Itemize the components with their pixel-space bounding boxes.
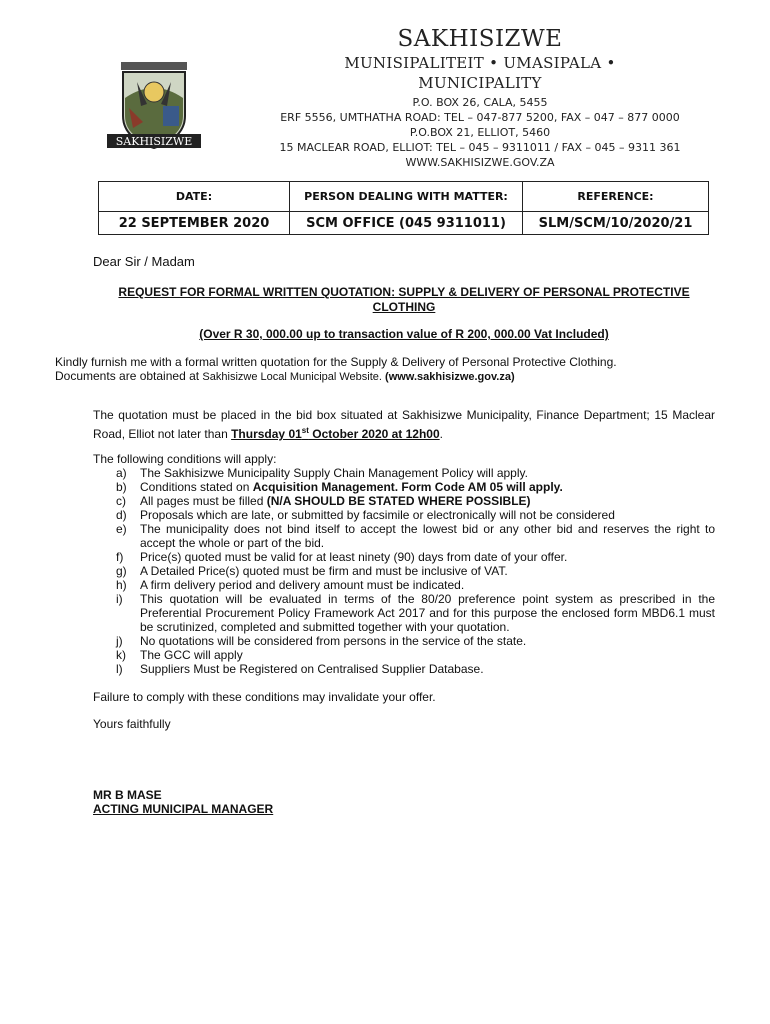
submission-deadline: Thursday 01st October 2020 at 12h00 — [231, 426, 440, 441]
condition-item — [93, 578, 715, 592]
condition-letter: d) — [116, 508, 127, 522]
submission-paragraph: The quotation must be placed in the bid box situated at Sakhisizwe Municipality, Finance Department; 15 Maclear Road, Elliot not later than Thursday 01st October 2020 at 12h00. — [93, 408, 715, 441]
condition-item — [93, 508, 715, 522]
condition-text: The municipality does not bind itself to accept the lowest bid or any other bid and reserves the right to accept the whole or part of the bid. — [140, 522, 715, 550]
intro-line: Documents are obtained at — [55, 369, 203, 383]
condition-item — [93, 648, 715, 662]
submission-text: The quotation must be placed in the bid box situated at Sakhisizwe Municipality, Finance Department; 15 Maclear Road, Elliot not later than — [93, 408, 715, 441]
condition-emphasis: (N/A SHOULD BE STATED WHERE POSSIBLE) — [266, 494, 531, 508]
condition-letter: h) — [116, 578, 127, 592]
condition-text: Suppliers Must be Registered on Centralised Supplier Database. — [140, 662, 484, 676]
condition-letter: c) — [116, 494, 126, 508]
condition-letter: a) — [116, 466, 127, 480]
condition-text: All pages must be filled — [140, 494, 267, 508]
condition-emphasis: Acquisition Management. Form Code AM 05 will apply. — [252, 480, 563, 494]
letter-subject: REQUEST FOR FORMAL WRITTEN QUOTATION: SUPPLY & DELIVERY OF PERSONAL PROTECTIVE CLOTHING — [118, 285, 690, 314]
condition-text: Price(s) quoted must be valid for at least ninety (90) days from date of your offer. — [140, 550, 568, 564]
conditions-title: The following conditions will apply: — [93, 452, 277, 466]
date-value: 22 SEPTEMBER 2020 — [99, 212, 290, 235]
condition-item — [93, 522, 715, 550]
intro-paragraph — [55, 355, 735, 384]
condition-letter: j) — [116, 634, 123, 648]
organisation-name: SAKHISIZWE — [397, 26, 563, 52]
closing-phrase: Yours faithfully — [93, 717, 171, 731]
reference-label: REFERENCE: — [523, 182, 709, 212]
person-dealing-value: SCM OFFICE (045 9311011) — [290, 212, 523, 235]
condition-text: A Detailed Price(s) quoted must be firm and must be inclusive of VAT. — [140, 564, 508, 578]
logo-wordmark: SAKHISIZWE — [115, 135, 193, 148]
condition-text: Proposals which are late, or submitted by facsimile or electronically will not be considered — [140, 508, 615, 522]
condition-letter: l) — [116, 662, 123, 676]
condition-text: The GCC will apply — [140, 648, 243, 662]
intro-website-text: Sakhisizwe Local Municipal Website. — [202, 371, 386, 383]
person-dealing-label: PERSON DEALING WITH MATTER: — [290, 182, 523, 212]
condition-item — [93, 480, 715, 494]
condition-item — [93, 634, 715, 648]
address-line: P.O. BOX 26, CALA, 5455 — [412, 96, 548, 109]
conditions-list — [93, 466, 715, 676]
condition-text: No quotations will be considered from persons in the service of the state. — [140, 634, 527, 648]
condition-letter: e) — [116, 522, 127, 536]
condition-letter: k) — [116, 648, 126, 662]
condition-letter: b) — [116, 480, 127, 494]
address-line: ERF 5556, UMTHATHA ROAD: TEL – 047-877 5200, FAX – 047 – 877 0000 — [280, 111, 680, 124]
organisation-subtitle-english: MUNICIPALITY — [418, 74, 542, 92]
signatory-name: MR B MASE — [93, 788, 162, 802]
condition-text: This quotation will be evaluated in terms of the 80/20 preference point system as prescribed in the Preferential Procurement Policy Framework Act 2017 and for this purpose the enclosed form MBD6.1 must be scrutinized, completed and submitted together with your quotation. — [140, 592, 715, 634]
transaction-value-range: (Over R 30, 000.00 up to transaction value of R 200, 000.00 Vat Included) — [199, 327, 609, 341]
organisation-subtitle: MUNISIPALITEIT • UMASIPALA • — [344, 54, 616, 72]
salutation: Dear Sir / Madam — [93, 254, 195, 269]
date-label: DATE: — [99, 182, 290, 212]
letter-reference-table — [98, 181, 709, 235]
condition-letter: g) — [116, 564, 127, 578]
intro-website-url: (www.sakhisizwe.gov.za) — [385, 371, 515, 383]
intro-line: Kindly furnish me with a formal written quotation for the Supply & Delivery of Personal Protective Clothing. — [55, 355, 617, 369]
signatory-title: ACTING MUNICIPAL MANAGER — [93, 802, 274, 816]
condition-text: The Sakhisizwe Municipality Supply Chain Management Policy will apply. — [140, 466, 528, 480]
municipal-coat-of-arms-logo — [103, 58, 205, 158]
condition-item — [93, 592, 715, 634]
condition-item — [93, 564, 715, 578]
address-line: 15 MACLEAR ROAD, ELLIOT: TEL – 045 – 9311011 / FAX – 045 – 9311 361 — [279, 141, 681, 154]
failure-notice: Failure to comply with these conditions may invalidate your offer. — [93, 690, 436, 704]
condition-letter: f) — [116, 550, 124, 564]
reference-value: SLM/SCM/10/2020/21 — [523, 212, 709, 235]
condition-item — [93, 466, 715, 480]
website-line: WWW.SAKHISIZWE.GOV.ZA — [405, 156, 555, 169]
condition-text: Conditions stated on — [140, 480, 253, 494]
condition-item — [93, 494, 715, 508]
condition-item — [93, 550, 715, 564]
address-line: P.O.BOX 21, ELLIOT, 5460 — [409, 126, 551, 139]
condition-letter: i) — [116, 592, 123, 606]
condition-text: A firm delivery period and delivery amount must be indicated. — [140, 578, 465, 592]
condition-item — [93, 662, 715, 676]
